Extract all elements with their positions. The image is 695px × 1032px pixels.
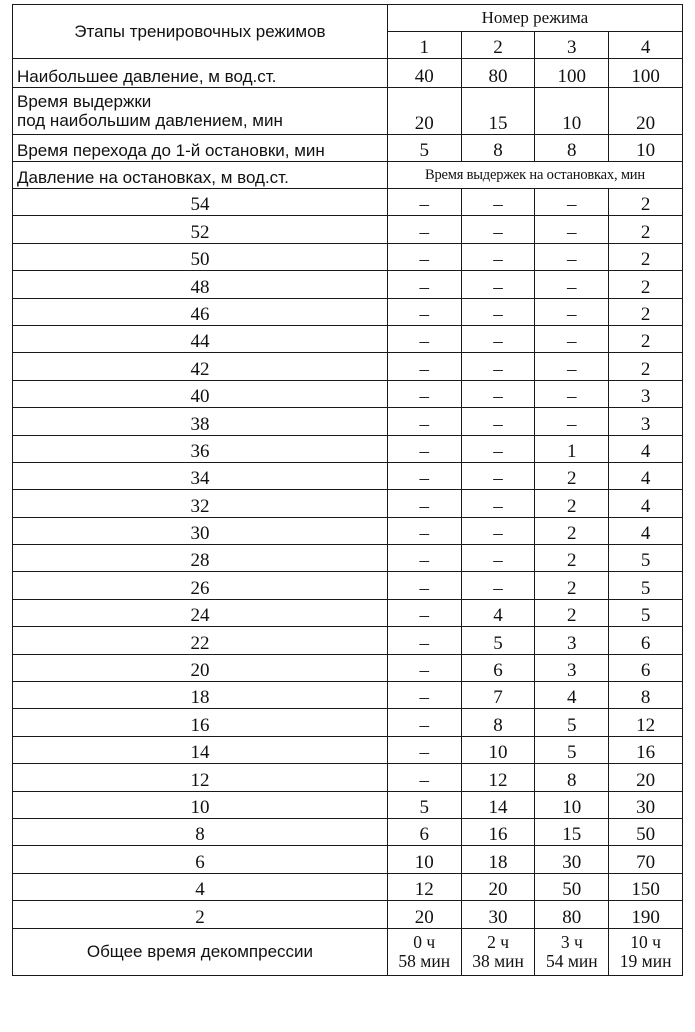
hold-time-row xyxy=(13,88,683,135)
stop-time-cell-mode-4: 150 xyxy=(609,873,683,900)
stop-time-cell-mode-2: – xyxy=(461,353,535,380)
stop-time-cell-mode-2: – xyxy=(461,545,535,572)
stop-time-cell-mode-3: 4 xyxy=(535,682,609,709)
stop-time-cell-mode-4: 2 xyxy=(609,243,683,270)
stop-time-cell-mode-2: – xyxy=(461,216,535,243)
table-row xyxy=(13,572,683,599)
total-hours: 2 ч xyxy=(487,931,509,952)
stop-time-cell-mode-1: 20 xyxy=(387,901,461,928)
stop-time-cell-mode-3: – xyxy=(535,298,609,325)
stop-time-cell-mode-2: 4 xyxy=(461,599,535,626)
stop-time-cell-mode-2: – xyxy=(461,517,535,544)
stop-time-cell-mode-3: 2 xyxy=(535,545,609,572)
max-pressure-row xyxy=(13,59,683,88)
stop-pressure-cell: 20 xyxy=(13,654,388,681)
stop-time-cell-mode-4: 5 xyxy=(609,599,683,626)
stop-time-cell-mode-2: – xyxy=(461,572,535,599)
stops-times-header: Время выдержек на остановках, мин xyxy=(387,162,682,189)
table-row xyxy=(13,682,683,709)
stop-time-cell-mode-2: – xyxy=(461,435,535,462)
table-row xyxy=(13,736,683,763)
transition-time-mode-3: 8 xyxy=(535,135,609,162)
stop-time-cell-mode-4: 3 xyxy=(609,408,683,435)
stop-time-cell-mode-3: 80 xyxy=(535,901,609,928)
stop-time-cell-mode-4: 4 xyxy=(609,490,683,517)
stop-pressure-cell: 14 xyxy=(13,736,388,763)
stop-pressure-cell: 6 xyxy=(13,846,388,873)
stop-time-cell-mode-4: 190 xyxy=(609,901,683,928)
stop-time-cell-mode-1: – xyxy=(387,764,461,791)
table-row xyxy=(13,818,683,845)
mode-header-3: 3 xyxy=(535,32,609,59)
stop-time-cell-mode-3: 5 xyxy=(535,709,609,736)
stop-time-cell-mode-2: 20 xyxy=(461,873,535,900)
stop-pressure-cell: 42 xyxy=(13,353,388,380)
stop-time-cell-mode-4: 70 xyxy=(609,846,683,873)
hold-time-mode-1: 20 xyxy=(387,88,461,135)
stops-header-row xyxy=(13,162,683,189)
stop-time-cell-mode-4: 20 xyxy=(609,764,683,791)
stop-time-cell-mode-1: – xyxy=(387,682,461,709)
table-row xyxy=(13,654,683,681)
stop-time-cell-mode-2: – xyxy=(461,243,535,270)
stop-time-cell-mode-3: 15 xyxy=(535,818,609,845)
stop-time-cell-mode-3: 5 xyxy=(535,736,609,763)
stop-time-cell-mode-1: – xyxy=(387,462,461,489)
table-row xyxy=(13,901,683,928)
stop-time-cell-mode-2: – xyxy=(461,462,535,489)
total-minutes: 54 мин xyxy=(545,950,598,971)
stop-time-cell-mode-1: 6 xyxy=(387,818,461,845)
stop-pressure-cell: 24 xyxy=(13,599,388,626)
table-row xyxy=(13,599,683,626)
stop-time-cell-mode-3: – xyxy=(535,189,609,216)
table-row xyxy=(13,517,683,544)
stop-time-cell-mode-4: 2 xyxy=(609,271,683,298)
stop-pressure-cell: 4 xyxy=(13,873,388,900)
stop-time-cell-mode-4: 2 xyxy=(609,325,683,352)
table-row xyxy=(13,709,683,736)
stop-time-cell-mode-1: 10 xyxy=(387,846,461,873)
table-row xyxy=(13,846,683,873)
stop-pressure-cell: 28 xyxy=(13,545,388,572)
stop-time-cell-mode-2: 12 xyxy=(461,764,535,791)
hold-time-label-line2: под наибольшим давлением, мин xyxy=(17,111,283,130)
stop-time-cell-mode-4: 5 xyxy=(609,545,683,572)
stop-pressure-cell: 18 xyxy=(13,682,388,709)
stop-time-cell-mode-3: 8 xyxy=(535,764,609,791)
stop-pressure-cell: 38 xyxy=(13,408,388,435)
stop-pressure-cell: 30 xyxy=(13,517,388,544)
stop-time-cell-mode-4: 50 xyxy=(609,818,683,845)
table-row xyxy=(13,189,683,216)
stop-time-cell-mode-3: 3 xyxy=(535,654,609,681)
stop-time-cell-mode-1: – xyxy=(387,572,461,599)
stop-time-cell-mode-3: 2 xyxy=(535,572,609,599)
stop-time-cell-mode-4: 6 xyxy=(609,627,683,654)
transition-time-mode-4: 10 xyxy=(609,135,683,162)
stop-pressure-cell: 16 xyxy=(13,709,388,736)
hold-time-label xyxy=(13,88,388,135)
stop-time-cell-mode-4: 4 xyxy=(609,435,683,462)
stop-pressure-cell: 8 xyxy=(13,818,388,845)
stop-time-cell-mode-1: – xyxy=(387,517,461,544)
mode-header-1: 1 xyxy=(387,32,461,59)
stop-time-cell-mode-2: 30 xyxy=(461,901,535,928)
stop-time-cell-mode-3: 2 xyxy=(535,517,609,544)
table-row xyxy=(13,408,683,435)
total-decompression-mode-2 xyxy=(461,928,535,975)
stop-time-cell-mode-2: 8 xyxy=(461,709,535,736)
stop-time-cell-mode-3: – xyxy=(535,408,609,435)
mode-number-header: Номер режима xyxy=(387,5,682,32)
total-minutes: 19 мин xyxy=(619,950,672,971)
stop-time-cell-mode-2: 16 xyxy=(461,818,535,845)
stop-time-cell-mode-4: 4 xyxy=(609,517,683,544)
stop-time-cell-mode-4: 4 xyxy=(609,462,683,489)
stop-time-cell-mode-1: – xyxy=(387,490,461,517)
stop-pressure-cell: 44 xyxy=(13,325,388,352)
stop-time-cell-mode-1: – xyxy=(387,736,461,763)
stop-pressure-cell: 12 xyxy=(13,764,388,791)
table-row xyxy=(13,764,683,791)
max-pressure-label: Наибольшее давление, м вод.ст. xyxy=(13,59,388,88)
stop-time-cell-mode-4: 2 xyxy=(609,216,683,243)
stop-time-cell-mode-3: 50 xyxy=(535,873,609,900)
total-hours: 0 ч xyxy=(413,931,436,952)
stop-pressure-cell: 40 xyxy=(13,380,388,407)
stop-time-cell-mode-2: 10 xyxy=(461,736,535,763)
total-hours: 10 ч xyxy=(630,931,661,952)
table-row xyxy=(13,298,683,325)
stop-time-cell-mode-2: – xyxy=(461,380,535,407)
table-row xyxy=(13,216,683,243)
total-decompression-mode-1 xyxy=(387,928,461,975)
stop-time-cell-mode-2: – xyxy=(461,298,535,325)
stop-time-cell-mode-1: – xyxy=(387,298,461,325)
stop-time-cell-mode-1: – xyxy=(387,435,461,462)
table-row xyxy=(13,435,683,462)
stop-time-cell-mode-4: 3 xyxy=(609,380,683,407)
hold-time-mode-2: 15 xyxy=(461,88,535,135)
stop-time-cell-mode-4: 6 xyxy=(609,654,683,681)
total-decompression-mode-3 xyxy=(535,928,609,975)
stop-time-cell-mode-1: – xyxy=(387,709,461,736)
stop-time-cell-mode-1: – xyxy=(387,545,461,572)
table-row xyxy=(13,873,683,900)
stop-pressure-cell: 48 xyxy=(13,271,388,298)
table-row xyxy=(13,627,683,654)
stop-time-cell-mode-1: – xyxy=(387,380,461,407)
transition-time-row xyxy=(13,135,683,162)
stop-time-cell-mode-2: – xyxy=(461,490,535,517)
transition-time-mode-1: 5 xyxy=(387,135,461,162)
stop-pressure-cell: 26 xyxy=(13,572,388,599)
max-pressure-mode-1: 40 xyxy=(387,59,461,88)
table-row xyxy=(13,325,683,352)
stop-time-cell-mode-2: 18 xyxy=(461,846,535,873)
stop-time-cell-mode-2: 5 xyxy=(461,627,535,654)
hold-time-label-line1: Время выдержки xyxy=(17,92,152,111)
table-row xyxy=(13,380,683,407)
stop-time-cell-mode-3: – xyxy=(535,216,609,243)
stop-time-cell-mode-1: 5 xyxy=(387,791,461,818)
stop-pressure-cell: 2 xyxy=(13,901,388,928)
hold-time-mode-4: 20 xyxy=(609,88,683,135)
stop-time-cell-mode-4: 30 xyxy=(609,791,683,818)
mode-header-4: 4 xyxy=(609,32,683,59)
stop-time-cell-mode-1: – xyxy=(387,189,461,216)
total-decompression-label: Общее время декомпрессии xyxy=(13,928,388,975)
stop-time-cell-mode-3: 10 xyxy=(535,791,609,818)
decompression-table xyxy=(12,4,683,976)
stop-time-cell-mode-3: – xyxy=(535,325,609,352)
stops-pressure-header: Давление на остановках, м вод.ст. xyxy=(13,162,388,189)
transition-time-label: Время перехода до 1-й остановки, мин xyxy=(13,135,388,162)
stop-pressure-cell: 36 xyxy=(13,435,388,462)
table-row xyxy=(13,271,683,298)
stop-time-cell-mode-3: 2 xyxy=(535,599,609,626)
total-decompression-mode-4 xyxy=(609,928,683,975)
transition-time-mode-2: 8 xyxy=(461,135,535,162)
table-row xyxy=(13,791,683,818)
table-row xyxy=(13,243,683,270)
stop-time-cell-mode-4: 2 xyxy=(609,353,683,380)
stop-pressure-cell: 46 xyxy=(13,298,388,325)
stop-pressure-cell: 34 xyxy=(13,462,388,489)
stop-time-cell-mode-2: – xyxy=(461,189,535,216)
table-row xyxy=(13,490,683,517)
max-pressure-mode-4: 100 xyxy=(609,59,683,88)
stop-time-cell-mode-4: 16 xyxy=(609,736,683,763)
stop-pressure-cell: 54 xyxy=(13,189,388,216)
stop-time-cell-mode-4: 8 xyxy=(609,682,683,709)
stop-time-cell-mode-1: – xyxy=(387,599,461,626)
stop-time-cell-mode-1: 12 xyxy=(387,873,461,900)
max-pressure-mode-3: 100 xyxy=(535,59,609,88)
stop-time-cell-mode-2: 7 xyxy=(461,682,535,709)
stop-time-cell-mode-4: 2 xyxy=(609,189,683,216)
stop-time-cell-mode-2: – xyxy=(461,325,535,352)
stop-time-cell-mode-1: – xyxy=(387,325,461,352)
decompression-table-container xyxy=(12,4,683,976)
stop-time-cell-mode-3: 30 xyxy=(535,846,609,873)
table-row xyxy=(13,462,683,489)
hold-time-mode-3: 10 xyxy=(535,88,609,135)
stop-pressure-cell: 50 xyxy=(13,243,388,270)
header-row-1 xyxy=(13,5,683,32)
total-minutes: 58 мин xyxy=(398,950,451,971)
mode-header-2: 2 xyxy=(461,32,535,59)
stop-time-cell-mode-1: – xyxy=(387,243,461,270)
stop-time-cell-mode-3: – xyxy=(535,243,609,270)
stop-time-cell-mode-4: 2 xyxy=(609,298,683,325)
stop-time-cell-mode-3: – xyxy=(535,353,609,380)
stop-time-cell-mode-4: 12 xyxy=(609,709,683,736)
stop-time-cell-mode-3: 2 xyxy=(535,490,609,517)
stop-time-cell-mode-1: – xyxy=(387,408,461,435)
max-pressure-mode-2: 80 xyxy=(461,59,535,88)
stop-time-cell-mode-3: 2 xyxy=(535,462,609,489)
stop-time-cell-mode-2: – xyxy=(461,271,535,298)
stop-pressure-cell: 22 xyxy=(13,627,388,654)
stop-time-cell-mode-3: – xyxy=(535,271,609,298)
table-row xyxy=(13,545,683,572)
stop-time-cell-mode-1: – xyxy=(387,353,461,380)
stop-time-cell-mode-1: – xyxy=(387,271,461,298)
stop-time-cell-mode-1: – xyxy=(387,654,461,681)
stop-time-cell-mode-2: 14 xyxy=(461,791,535,818)
stop-time-cell-mode-1: – xyxy=(387,627,461,654)
total-decompression-row xyxy=(13,928,683,975)
stop-time-cell-mode-3: – xyxy=(535,380,609,407)
stop-time-cell-mode-1: – xyxy=(387,216,461,243)
stop-pressure-cell: 10 xyxy=(13,791,388,818)
stop-time-cell-mode-2: 6 xyxy=(461,654,535,681)
table-row xyxy=(13,353,683,380)
total-minutes: 38 мин xyxy=(472,950,524,971)
stop-time-cell-mode-3: 3 xyxy=(535,627,609,654)
total-hours: 3 ч xyxy=(560,931,583,952)
stop-pressure-cell: 52 xyxy=(13,216,388,243)
stop-pressure-cell: 32 xyxy=(13,490,388,517)
stop-time-cell-mode-4: 5 xyxy=(609,572,683,599)
stages-header: Этапы тренировочных режимов xyxy=(13,5,388,59)
stop-time-cell-mode-2: – xyxy=(461,408,535,435)
stop-time-cell-mode-3: 1 xyxy=(535,435,609,462)
